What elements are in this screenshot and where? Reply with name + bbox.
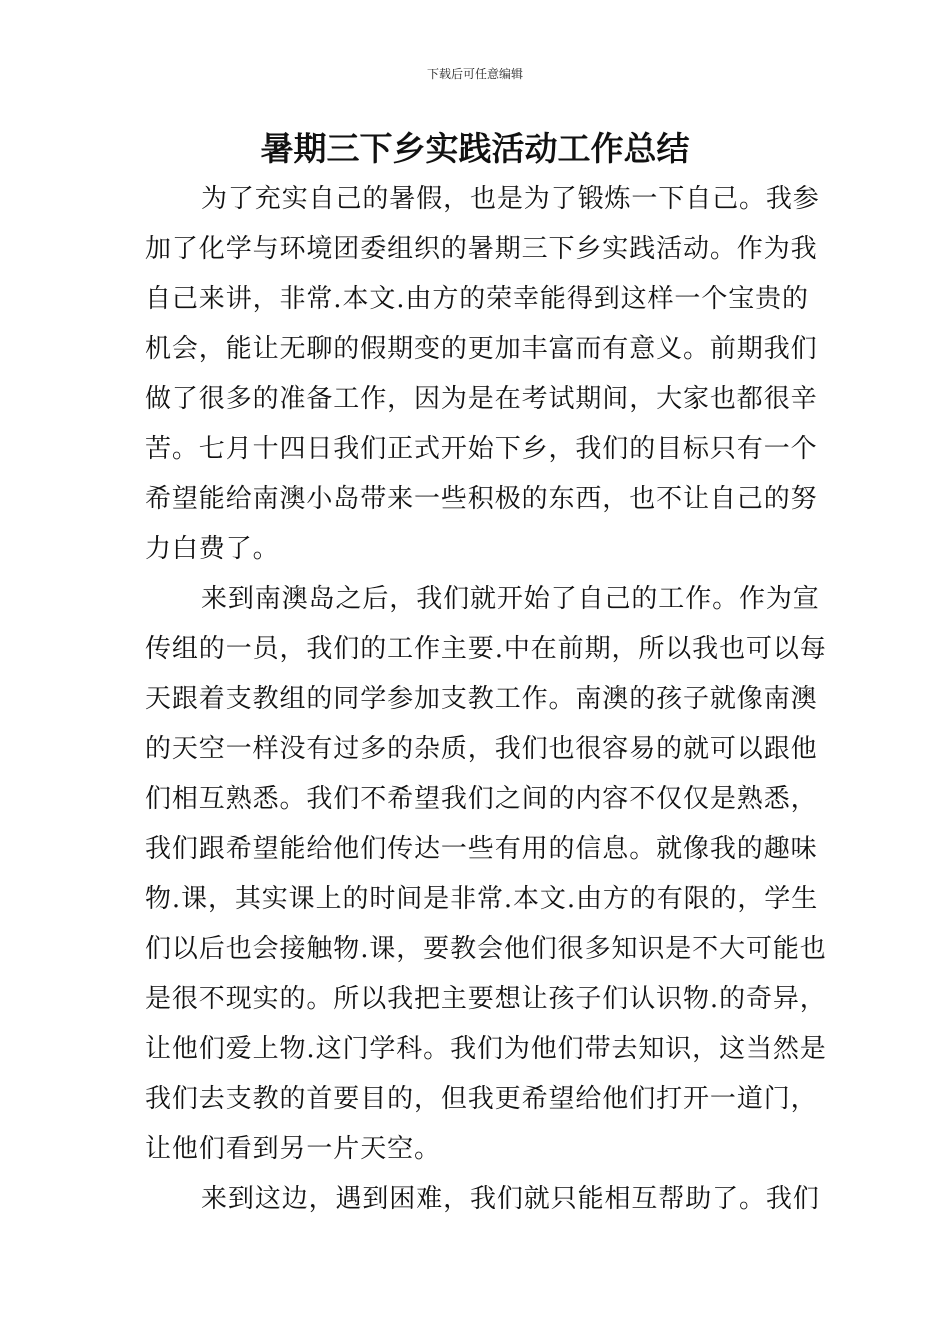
document-title: 暑期三下乡实践活动工作总结 xyxy=(260,129,690,168)
paragraph-line: 让他们爱上物.这门学科。我们为他们带去知识，这当然是 xyxy=(145,1034,827,1064)
paragraph-line: 我们去支教的首要目的，但我更希望给他们打开一道门， xyxy=(145,1084,818,1114)
paragraph-line: 我们跟希望能给他们传达一些有用的信息。就像我的趣味 xyxy=(145,834,818,864)
header-note: 下载后可任意编辑 xyxy=(426,67,523,81)
paragraph-line: 做了很多的准备工作，因为是在考试期间，大家也都很辛 xyxy=(145,384,818,414)
paragraph-line: 为了充实自己的暑假，也是为了锻炼一下自己。我参 xyxy=(201,184,820,214)
paragraph-line: 的天空一样没有过多的杂质，我们也很容易的就可以跟他 xyxy=(145,734,818,764)
paragraph-line: 们以后也会接触物.课，要教会他们很多知识是不大可能也 xyxy=(145,934,827,964)
paragraph-3 xyxy=(145,1174,820,1224)
paragraph-line: 力白费了。 xyxy=(145,534,280,564)
paragraph-line: 来到这边，遇到困难，我们就只能相互帮助了。我们 xyxy=(201,1184,820,1214)
paragraph-line: 是很不现实的。所以我把主要想让孩子们认识物.的奇异， xyxy=(145,984,827,1014)
paragraph-line: 加了化学与环境团委组织的暑期三下乡实践活动。作为我 xyxy=(145,234,818,264)
paragraph-line: 让他们看到另一片天空。 xyxy=(145,1134,441,1164)
paragraph-2 xyxy=(145,574,827,1174)
paragraph-1 xyxy=(145,174,820,574)
paragraph-line: 自己来讲，非常.本文.由方的荣幸能得到这样一个宝贵的 xyxy=(145,284,809,314)
paragraph-line: 来到南澳岛之后，我们就开始了自己的工作。作为宣 xyxy=(201,584,820,614)
document-body xyxy=(145,174,827,1224)
paragraph-line: 们相互熟悉。我们不希望我们之间的内容不仅仅是熟悉， xyxy=(145,784,818,814)
paragraph-line: 机会，能让无聊的假期变的更加丰富而有意义。前期我们 xyxy=(145,334,818,364)
paragraph-line: 希望能给南澳小岛带来一些积极的东西，也不让自己的努 xyxy=(145,484,818,514)
paragraph-line: 传组的一员，我们的工作主要.中在前期，所以我也可以每 xyxy=(145,634,827,664)
paragraph-line: 物.课，其实课上的时间是非常.本文.由方的有限的，学生 xyxy=(145,884,819,914)
paragraph-line: 苦。七月十四日我们正式开始下乡，我们的目标只有一个 xyxy=(145,434,818,464)
paragraph-line: 天跟着支教组的同学参加支教工作。南澳的孩子就像南澳 xyxy=(145,684,818,714)
